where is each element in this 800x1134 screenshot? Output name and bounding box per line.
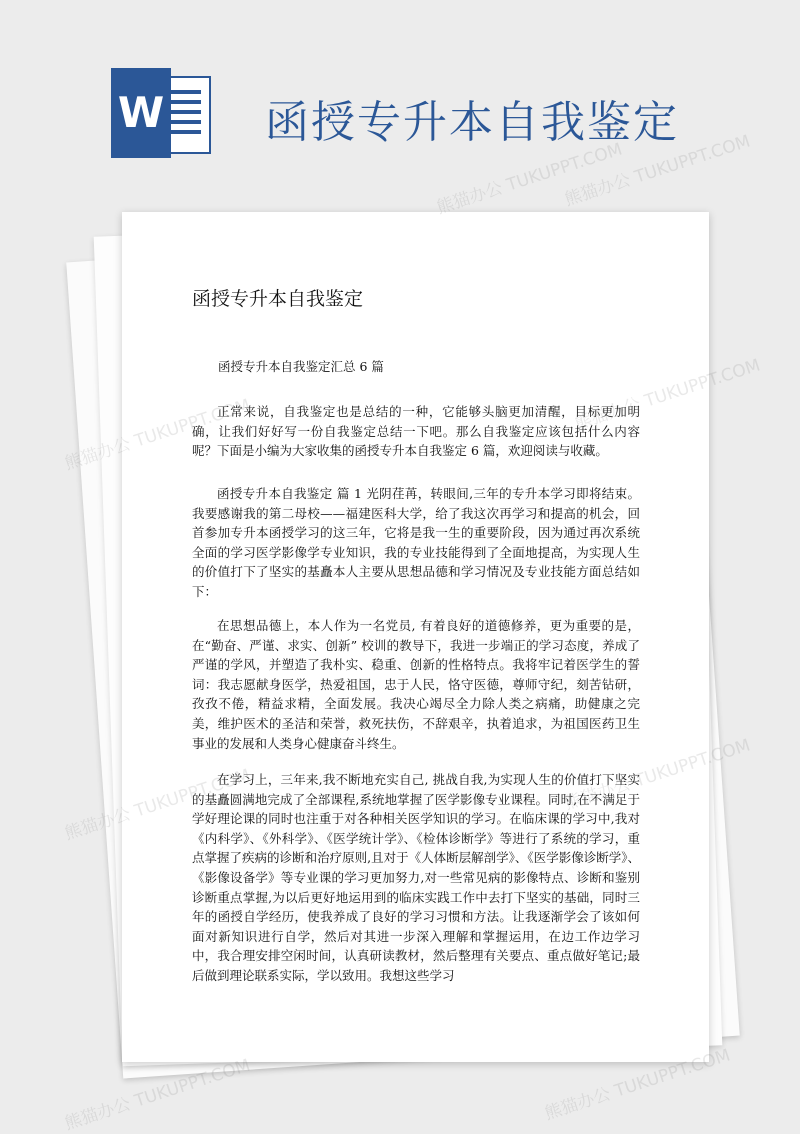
paragraph-3: 在学习上，三年来,我不断地充实自己, 挑战自我,为实现人生的价值打下坚实的基矗圆满地完成了全部课程,系统地掌握了医学影像专业课程。同时,在不满足于学好理论课的同时也注重于对各种相关医学知识的学习。在临床课的学习中,我对《内科学》、《外科学》、《医学统计学》、《检体诊断学》等进行了系统的学习，重点掌握了疾病的诊断和治疗原则,且对于《人体断层解剖学》、《医学影像诊断学》、《影像设备学》等专业课的学习更加努力,对一些常见病的影像特点、诊断和鉴别诊断重点掌握,为以后更好地运用到的临床实践工作中去打下坚实的基础，同时三年的函授自学经历，使我养成了良好的学习习惯和方法。让我逐渐学会了该如何面对新知识进行自学，然后对其进一步深入理解和掌握运用，在边工作边学习中，我合理安排空闲时间，认真研读教材，然后整理有关要点、重点做好笔记;最后做到理论联系实际，学以致用。我想这些学习 <box>192 772 640 983</box>
watermark-text: 熊猫办公 TUKUPPT.COM <box>562 131 753 211</box>
word-icon <box>111 68 213 158</box>
word-letter: W <box>111 68 171 158</box>
banner-title: 函授专升本自我鉴定 <box>265 97 679 148</box>
document-title: 函授专升本自我鉴定 <box>192 288 364 310</box>
paragraph-1: 函授专升本自我鉴定 篇 1 光阴荏苒，转眼间,三年的专升本学习即将结束。我要感谢我的第二母校——福建医科大学，给了我这次再学习和提高的机会，回首参加专升本函授学习的这三年，它将是我一生的重要阶段，因为通过再次系统全面的学习医学影像学专业知识，我的专业技能得到了全面地提高，为实现人生的价值打下了坚实的基矗本人主要从思想品德和学习情况及专业技能方面总结如下： <box>192 486 640 599</box>
watermark-text: 熊猫办公 TUKUPPT.COM <box>542 1045 733 1125</box>
watermark-text: 熊猫办公 TUKUPPT.COM <box>62 1055 253 1134</box>
document-page <box>122 212 709 1062</box>
paragraph-intro: 正常来说，自我鉴定也是总结的一种，它能够头脑更加清醒，目标更加明确，让我们好好写一份自我鉴定总结一下吧。那么自我鉴定应该包括什么内容呢？下面是小编为大家收集的函授专升本自我鉴定 6 篇，欢迎阅读与收藏。 <box>192 404 640 459</box>
watermark-text: 熊猫办公 <box>62 804 134 845</box>
header-banner <box>0 0 800 200</box>
paragraph-2: 在思想品德上，本人作为一名党员, 有着良好的道德修养，更为重要的是，在“勤奋、严谨、求实、创新” 校训的教导下，我进一步端正的学习态度，养成了严谨的学风，并塑造了我朴实、稳重、创新的性格特点。我将牢记着医学生的誓词：我志愿献身医学，热爱祖国，忠于人民，恪守医德，尊师守纪，刻苦钻研，孜孜不倦，精益求精，全面发展。我决心竭尽全力除人类之病痛，助健康之完美，维护医术的圣洁和荣誉，救死扶伤，不辞艰辛，执着追求，为祖国医药卫生事业的发展和人类身心健康奋斗终生。 <box>192 618 640 751</box>
document-subtitle: 函授专升本自我鉴定汇总 6 篇 <box>218 359 384 374</box>
watermark-text: 熊猫办公 TUKUPPT.COM <box>434 139 625 219</box>
